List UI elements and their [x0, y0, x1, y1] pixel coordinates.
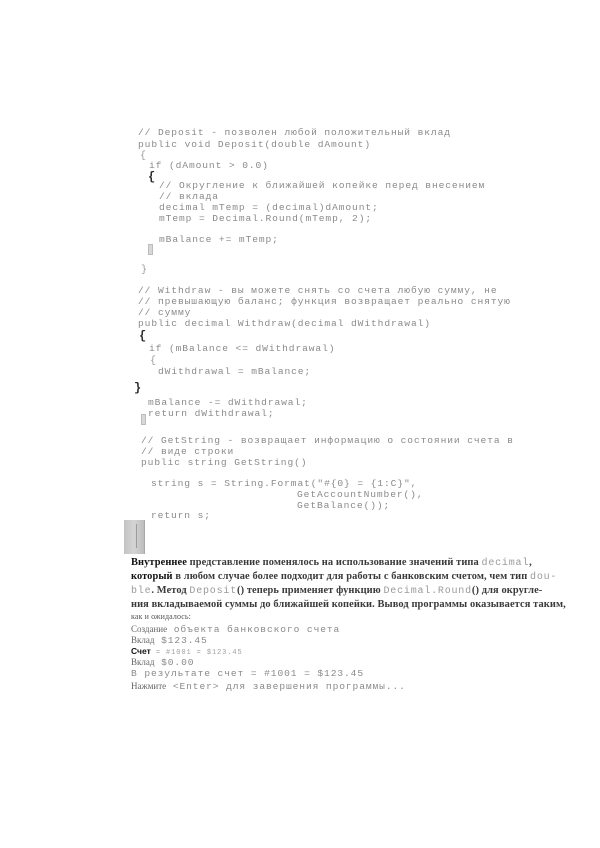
para-l2-text: в любом случае более подходит для работы с банковским счетом, чем тип	[172, 571, 531, 582]
code-getstring-format: string s = String.Format("#{0} = {1:C}",	[151, 478, 418, 489]
paragraph-line-3	[131, 584, 542, 598]
output-l4-b: $0.00	[154, 657, 195, 668]
code-deposit-add: mBalance += mTemp;	[159, 234, 279, 245]
code-deposit-if: if (dAmount > 0.0)	[149, 160, 269, 171]
code-open-brace: {	[150, 356, 157, 367]
output-l3-b: = #1001 = $123.45	[150, 649, 243, 657]
code-deposit-comment3: // вклада	[159, 191, 219, 202]
code-getstring-arg1: GetAccountNumber(),	[297, 489, 424, 500]
output-l2-b: $123.45	[154, 635, 208, 646]
code-comment-deposit: // Deposit - позволен любой положительный вклад	[138, 127, 451, 138]
code-getstring-signature: public string GetString()	[141, 457, 308, 468]
para-l3-text1: . Метод	[151, 585, 190, 596]
paragraph-line-2	[131, 570, 557, 584]
output-l2-a: Вклад	[131, 635, 155, 645]
paragraph-line-1	[131, 556, 532, 570]
code-open-brace-bold: {	[148, 170, 156, 184]
code-withdraw-signature: public decimal Withdraw(decimal dWithdrawal)	[138, 318, 431, 329]
code-getstring-comment1: // GetString - возвращает информацию о состоянии счета в	[141, 435, 514, 446]
code-withdraw-comment2: // превышающую баланс; функция возвращает реально снятую	[138, 296, 511, 307]
output-l4-a: Вклад	[131, 657, 155, 667]
code-close-brace-box	[148, 244, 153, 255]
code-withdraw-assign: dWithdrawal = mBalance;	[158, 366, 312, 377]
para-l3-text3: () для округле-	[471, 585, 543, 596]
code-open-brace-bold: {	[139, 329, 147, 343]
para-l1-end: ,	[529, 557, 532, 568]
paragraph-line-5	[131, 610, 191, 623]
paragraph-line-4: ния вкладываемой суммы до ближайшей копейки. Вывод программы оказывается таким,	[131, 599, 566, 610]
code-withdraw-subtract: mBalance -= dWithdrawal;	[148, 397, 308, 408]
output-line-5: В результате счет = #1001 = $123.45	[131, 668, 365, 679]
code-close-brace-bold: }	[134, 381, 142, 395]
output-line-6	[131, 680, 406, 693]
code-withdraw-if: if (mBalance <= dWithdrawal)	[149, 343, 336, 354]
scan-artifact	[124, 520, 145, 554]
code-deposit-decl: decimal mTemp = (decimal)dAmount;	[159, 202, 379, 213]
code-deposit-round: mTemp = Decimal.Round(mTemp, 2);	[159, 213, 373, 224]
code-close-brace-box	[141, 414, 146, 425]
para-l5-text: как и ожидалось:	[131, 612, 191, 621]
para-l2-lead: который	[131, 571, 173, 582]
code-deposit-comment2: // Округление к ближайшей копейке перед внесением	[159, 180, 486, 191]
code-getstring-return: return s;	[151, 510, 211, 521]
code-deposit-signature: public void Deposit(double dAmount)	[138, 139, 372, 150]
code-open-brace: {	[140, 151, 147, 162]
inline-code-decimal: decimal	[481, 558, 530, 569]
output-l3-a: Счет	[131, 646, 151, 656]
para-l1-lead: Внутреннее	[131, 557, 187, 568]
code-getstring-arg2: GetBalance());	[297, 500, 391, 511]
inline-code-double: dou-	[530, 572, 558, 583]
para-l1-text: представление поменялось на использование значений типа	[186, 557, 482, 568]
code-withdraw-comment3: // сумму	[138, 307, 192, 318]
inline-code-ble: ble	[131, 586, 152, 597]
code-getstring-comment2: // виде строки	[141, 446, 235, 457]
output-l1-b: объекта банковского счета	[167, 624, 341, 635]
output-l6-b: <Enter> для завершения программы...	[166, 681, 406, 692]
code-withdraw-return: return dWithdrawal;	[148, 408, 275, 419]
inline-code-decimal-round: Decimal.Round	[383, 586, 472, 597]
para-l3-text2: () теперь применяет функцию	[237, 585, 384, 596]
code-close-brace: }	[141, 265, 148, 276]
inline-code-deposit: Deposit	[189, 586, 238, 597]
code-withdraw-comment1: // Withdraw - вы можете снять со счета любую сумму, не	[138, 285, 498, 296]
output-l1-a: Создание	[131, 624, 168, 634]
output-l6-a: Нажмите	[131, 681, 167, 691]
